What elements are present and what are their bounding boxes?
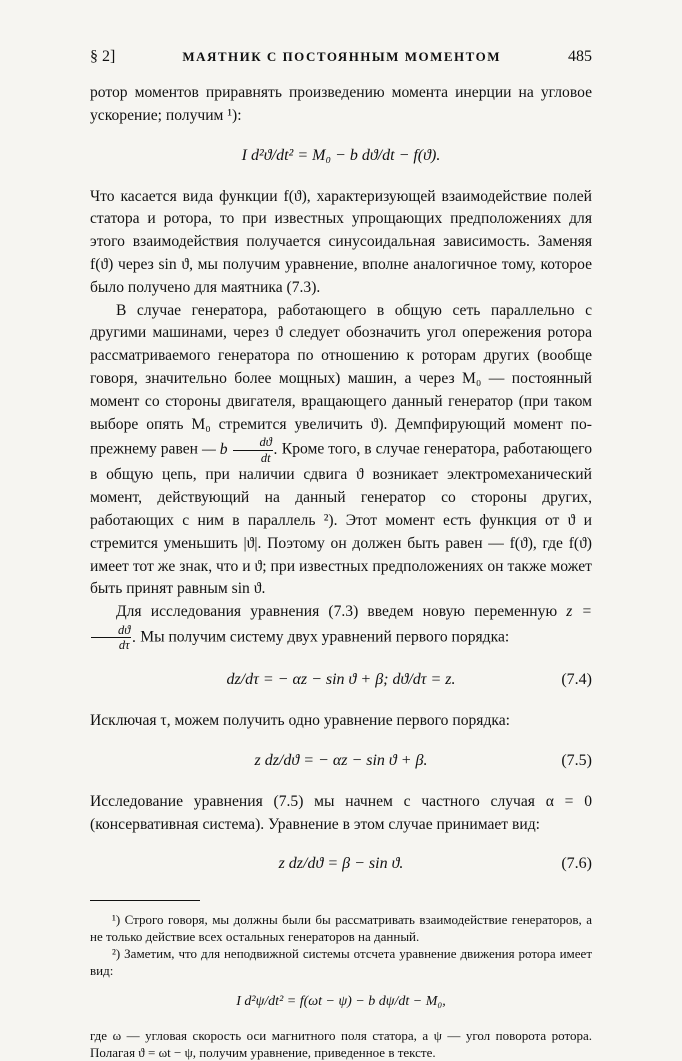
new-variable-definition: z = $\frac{dϑ}{d\tau}$ . [90,603,592,645]
paragraph-4-part-a: Для исследования уравнения (7.3) введем новую переменную [116,603,558,621]
running-header [90,48,592,66]
paragraph-2: Что касается вида функции f(ϑ), характеризующей взаимодействие полей статора и ротора, то при известных упрощающих предположениях для этого взаимодействия получается синусоидальная зависимость. Заменяя f(ϑ) через sin ϑ, мы получим уравнение, вполне аналогичное тому, которое было получено для маятника (7.3). [90,187,592,296]
paragraph-4 [90,601,592,652]
equation-7-5-number: (7.5) [561,751,592,769]
paragraph-4-part-b: Мы получим систему двух уравнений первого порядка: [140,628,510,646]
paragraph-3-part-a: В случае генератора, работающего в общую сеть параллельно с другими машинами, через ϑ следует обозначить угол опережения ротора рассматриваемого генератора по отношению к роторам других (вообще говоря, значительно более мощных) машин, а через M₀ — постоянный момент со стороны двигателя, вращающего данный генератор (при таком выборе опять M₀ стремится увеличить ϑ). Демпфирующий момент по-прежнему равен [90,301,592,458]
equation-7-6-text: z dz/dϑ = β − sin ϑ. [278,855,404,873]
equation-7-6 [90,848,592,880]
equation-7-5 [90,745,592,777]
footnote-equation [90,987,592,1017]
footnote-equation-text: I d²ψ/dt² = f(ωt − ψ) − b dψ/dt − M₀, [236,994,446,1010]
footnote-rule [90,900,200,901]
page-number: 485 [568,48,592,65]
equation-7-4-text: dz/dτ = − αz − sin ϑ + β; dϑ/dτ = z. [226,670,456,688]
equation-7-5-text: z dz/dϑ = − αz − sin ϑ + β. [254,751,428,769]
equation-1-text: I d²ϑ/dt² = M₀ − b dϑ/dt − f(ϑ). [241,146,441,164]
footnote-2: ²) Заметим, что для неподвижной системы отсчета уравнение движения ротора имеет вид: [90,946,592,979]
footnotes [90,911,592,1061]
equation-7-4 [90,664,592,696]
equation-1 [90,140,592,172]
footnote-1: ¹) Строго говоря, мы должны были бы рассматривать взаимодействие генераторов, а не только действие всех остальных генераторов на данный. [90,912,592,945]
paragraph-3-part-b: Кроме того, в случае генератора, работающего в общую цепь, при наличии сдвига ϑ возникает электромеханический момент, действующий на данный генератор со стороны других, работающих с ним в параллель ²). Этот момент есть функция от ϑ и стремится уменьшить |ϑ|. Поэтому он должен быть равен — f(ϑ), где f(ϑ) имеет тот же знак, что и ϑ; при известных предположениях он также может быть принят равным sin ϑ. [90,440,592,598]
paragraph-3 [90,300,592,602]
equation-7-6-number: (7.6) [561,855,592,873]
section-mark: § 2] [90,48,116,65]
footnote-2-continued: где ω — угловая скорость оси магнитного поля статора, а ψ — угол поворота ротора. Полагая ϑ = ωt − ψ, получим уравнение, приведенное в тексте. [90,1028,592,1061]
equation-7-4-number: (7.4) [561,670,592,688]
running-title: МАЯТНИК С ПОСТОЯННЫМ МОМЕНТОМ [182,49,502,64]
paragraph-1: ротор моментов приравнять произведению момента инерции на угловое ускорение; получим ¹): [90,84,592,124]
paragraph-6: Исследование уравнения (7.5) мы начнем с частного случая α = 0 (консервативная система). Уравнение в этом случае принимает вид: [90,792,592,833]
damping-term: — b $\frac{dϑ}{dt}$ . [201,435,278,465]
main-text [90,82,592,1061]
paragraph-5: Исключая τ, можем получить одно уравнение первого порядка: [90,711,510,729]
